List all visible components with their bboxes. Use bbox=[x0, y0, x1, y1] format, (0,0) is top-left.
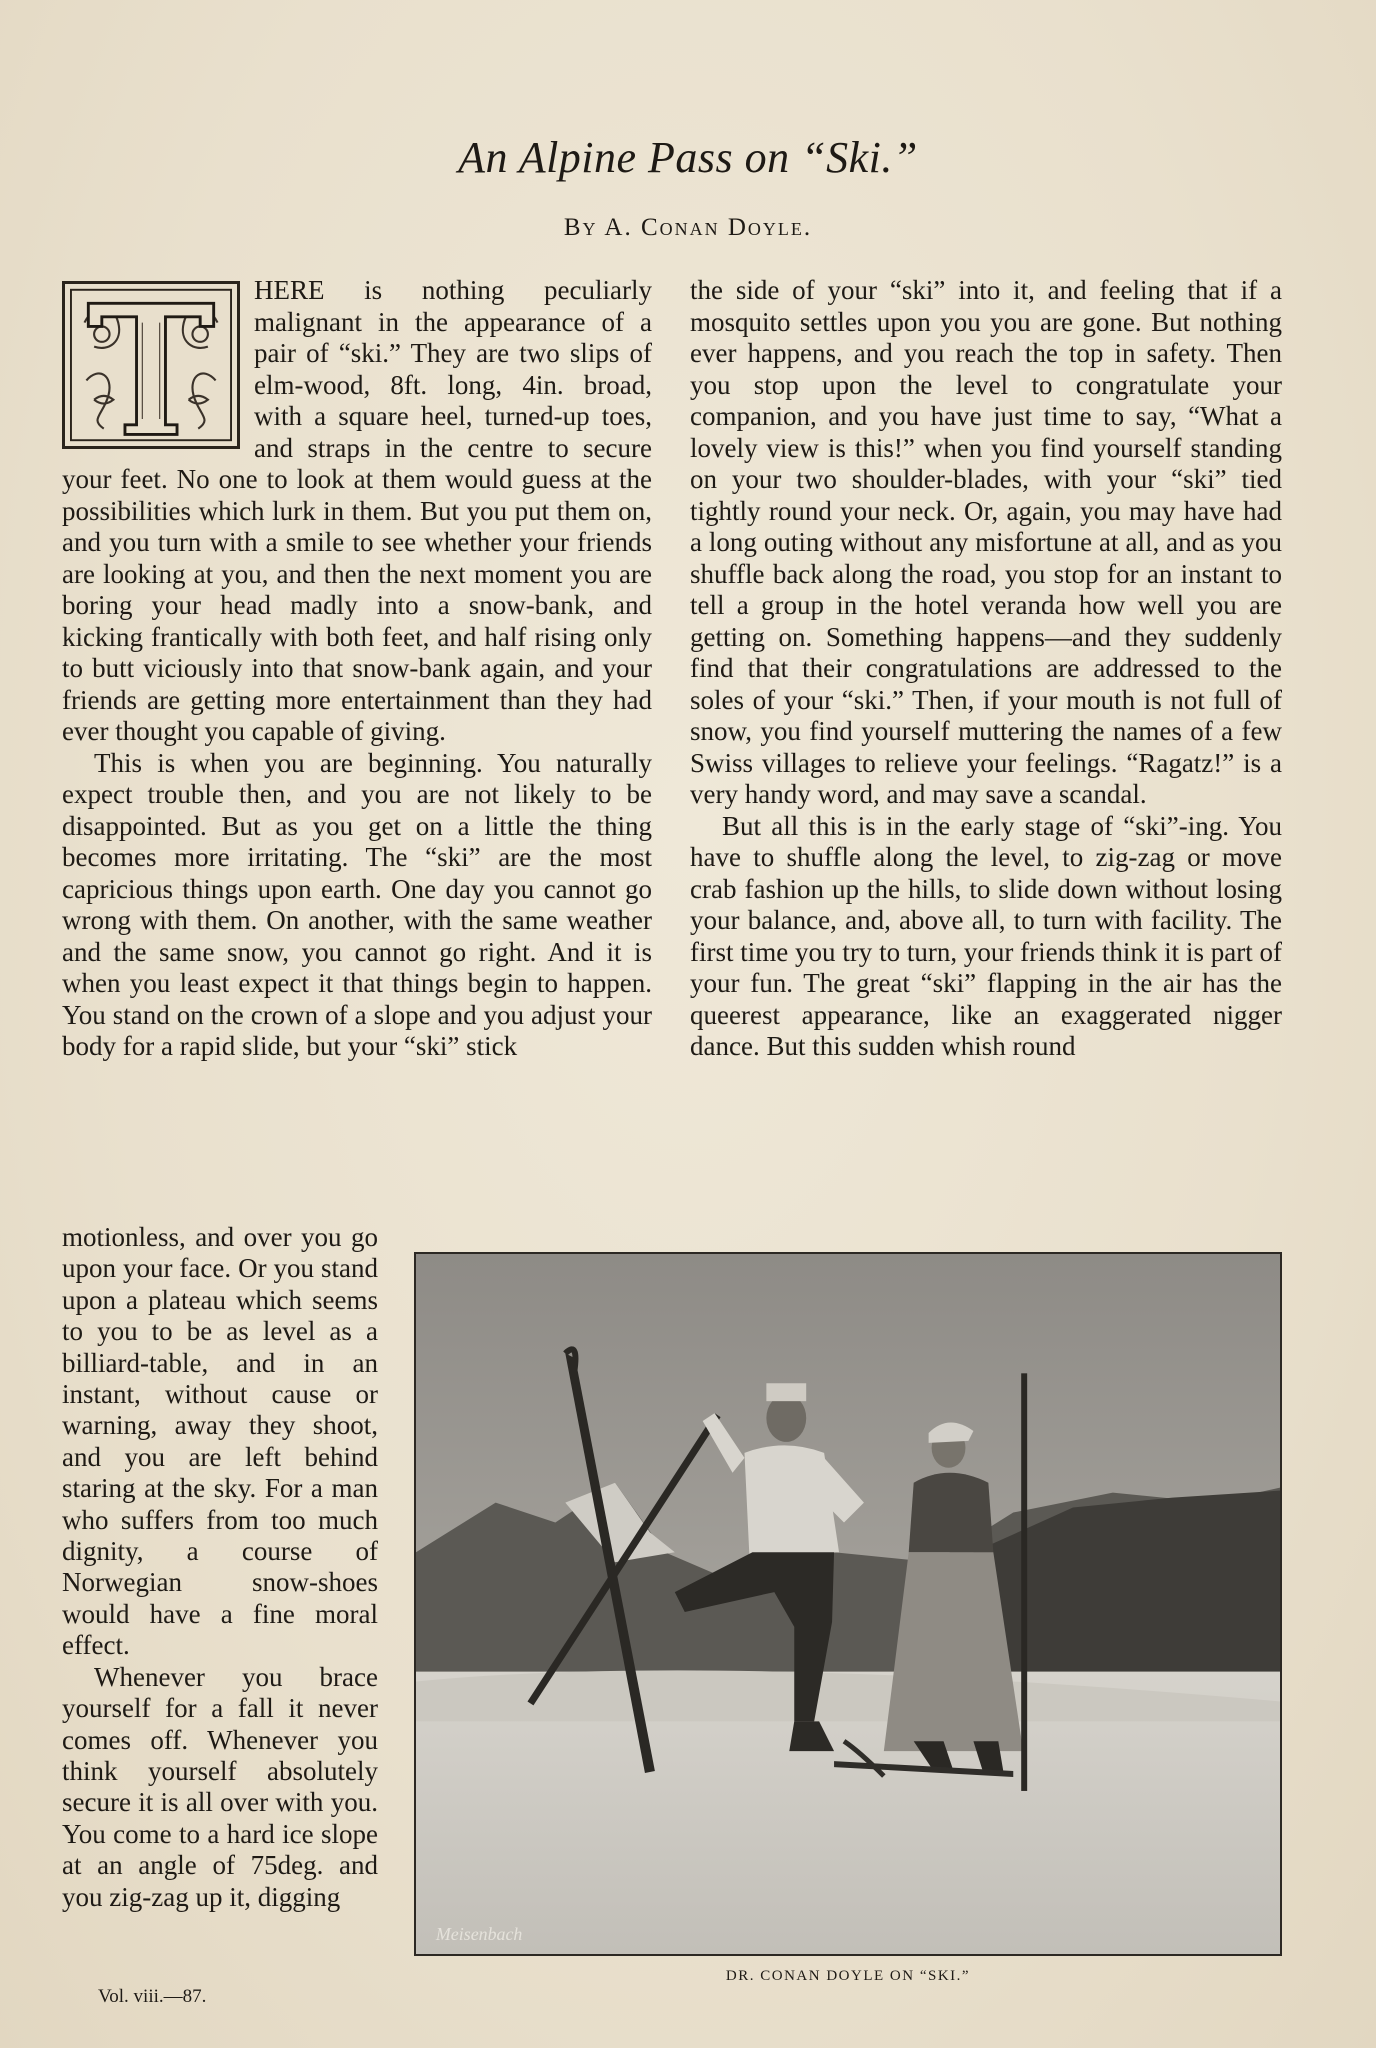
paragraph: This is when you are beginning. You naturally expect trouble then, and you are not likely to be disappointed. But as you get on a little the thing becomes more irritating. The “ski” are the most capricious things upon earth. One day you cannot go wrong with them. On another, with the same weather and the same snow, you cannot go right. And it is when you least expect it that things begin to happen. You stand on the crown of a slope and you adjust your body for a rapid slide, but your “ski” stick bbox=[62, 747, 652, 1061]
paragraph: But all this is in the early stage of “ski”-ing. You have to shuffle along the level, to zig-zag or move crab fashion up the hills, to slide down without losing your balance, and, above all, to turn with facility. The first time you try to turn, your friends think it is part of your fun. The great “ski” flapping in the air has the queerest appearance, like an exaggerated nigger dance. But this sudden whish round bbox=[690, 810, 1282, 1061]
photo-caption: DR. CONAN DOYLE ON “SKI.” bbox=[725, 1968, 971, 1984]
paragraph: Whenever you brace yourself for a fall it never comes off. Whenever you think yourself absolutely secure it is all over with you. You come to a hard ice slope at an angle of 75deg. and you zig-zag up it, digging bbox=[62, 1661, 378, 1912]
volume-footer: Vol. viii.—87. bbox=[98, 1986, 207, 2007]
skiers-photo-illustration bbox=[416, 1254, 1280, 1954]
photograph bbox=[414, 1252, 1282, 1956]
article-byline: By A. Conan Doyle. bbox=[563, 214, 813, 241]
right-column bbox=[690, 275, 1282, 1217]
paragraph: motionless, and over you go upon your face. Or you stand upon a plateau which seems to you to be as level as a billiard-table, and in an instant, without cause or warning, away they shoot, and you are left behind staring at the sky. For a man who suffers from too much dignity, a course of Norwegian snow-shoes would have a fine moral effect. bbox=[62, 1222, 378, 1661]
left-column bbox=[62, 275, 652, 1217]
engraver-signature: Meisenbach bbox=[435, 1924, 523, 1945]
dropcap-ornament bbox=[62, 281, 240, 449]
ornamental-letter-t-icon bbox=[65, 284, 237, 446]
article-title: An Alpine Pass on “Ski.” bbox=[458, 133, 918, 182]
left-column-continued bbox=[62, 1222, 378, 1962]
paragraph: HERE is nothing peculiarly malignant in the appearance of a pair of “ski.” They are two slips of elm-wood, 8ft. long, 4in. broad, with a square heel, turned-up toes, and straps in the centre to secure your feet. No one to look at them would guess at the possibilities which lurk in them. But you put them on, and you turn with a smile to see whether your friends are looking at you, and then the next moment you are boring your head madly into a snow-bank, and kicking frantically with both feet, and half rising only to butt viciously into that snow-bank again, and your friends are getting more entertainment than they had ever thought you capable of giving. bbox=[62, 275, 652, 746]
paragraph: the side of your “ski” into it, and feeling that if a mosquito settles upon you you are gone. But nothing ever happens, and you reach the top in safety. Then you stop upon the level to congratulate your companion, and you have just time to say, “What a lovely view is this!” when you find yourself standing on your two shoulder-blades, with your “ski” tied tightly round your neck. Or, again, you may have had a long outing without any misfortune at all, and as you shuffle back along the road, you stop for an instant to tell a group in the hotel veranda how well you are getting on. Something happens—and they suddenly find that their congratulations are addressed to the soles of your “ski.” Then, if your mouth is not full of snow, you find yourself muttering the names of a few Swiss villages to relieve your feelings. “Ragatz!” is a very handy word, and may save a scandal. bbox=[690, 275, 1282, 809]
